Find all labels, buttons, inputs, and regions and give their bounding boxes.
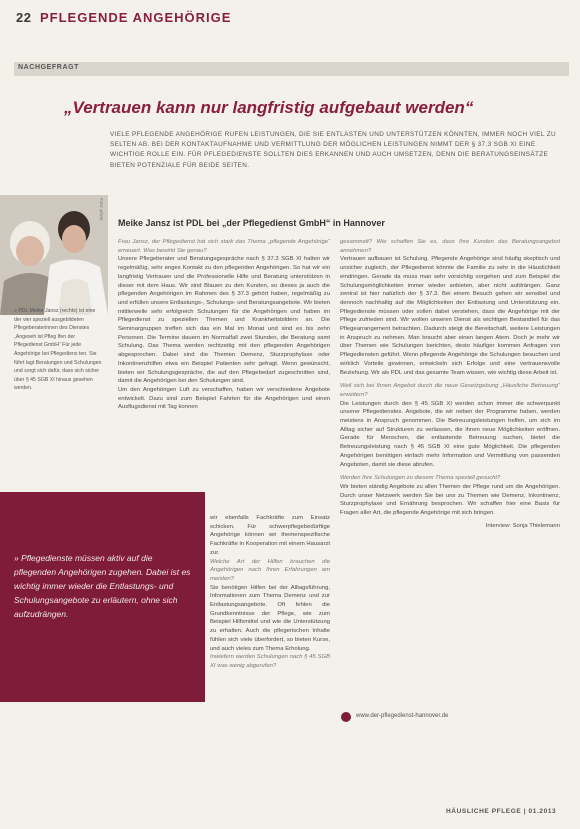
paragraph: Frau Jansz, der Pflegedienst hat sich stark das Thema „pflegende Angehörige“ erneuert. Was bewirkt Sie genau? xyxy=(118,239,330,254)
globe-icon xyxy=(341,712,351,722)
paragraph: Vertrauen aufbauen ist Schulung. Pflegende Angehörige sind häufig skeptisch und unsicher zugleich, der Pflegedienst könnte die Familie zu sehr in die Häuslichkeit eindringen. Gerade da muss man sehr vorsichtig vorgehen und zum Beispiel die Schulungsmöglichkeiten immer wieder anbieten, aber nicht aufdrängen. Ganz zentral ist hier natürlich der § 37.3. Bei einem Besuch gehen wir sensibel und dennoch nachhaltig auf die Möglichkeiten der Entlastung und Unterstützung ein. Pflegedienste müssen oder sollen dabei verstehen, dass die Angehörige mit der Pflege zufrieden sind. Wir wollen unseren Dienst als wichtigen Bestandteil für das Pflegearrangement betrachten. Dadurch steigt die Bereitschaft, weitere Leistungen in Anspruch zu nehmen. Man braucht aber einen langen Atem. Doch je mehr wir über Themen wie Schulungen berichten, desto häufiger kommen Anfragen von Pflegediensten geführt. Wenn pflegende Angehörige die Schulungen besuchen und wirklich Vorteile gewinnen, entwickeln sich Erfolge und eine vertrauensvolle Beziehung. Wir als PDL und das gesamte Team wissen, wie wichtig diese Arbeit ist. xyxy=(340,256,560,376)
paragraph: Sie benötigen Hilfen bei der Alltagsführung, Informationen zum Thema Demenz und zur Entlastungsangebote. Oft fehlen die Grundkenntnisse der Pflege, wie zum Beispiel Hilfsmittel und wie die Unterstützung zu erhalten. Auch die pflegerischen Inhalte fühlen sich viele überfordert, so bieten Kurse, und auch vieles zum Thema Erholung. xyxy=(210,584,330,652)
interview-subhead: Meike Jansz ist PDL bei „der Pflegedienst GmbH“ in Hannover xyxy=(118,218,385,228)
section-title: PFLEGENDE ANGEHÖRIGE xyxy=(40,10,232,25)
paragraph: Wir bieten ständig Angebote zu allen Themen der Pflege rund um die Angehörigen. Durch unser Netzwerk werden Sie bei uns zu Themen wie Demenz, Inkontinenz, Sturzprophylaxe und Ernährung besprochen. Wir schaffen hier eine Basis für Fragen aller Art, die pflegende Angehörige mit sich bringen. xyxy=(340,483,560,517)
photo-credit: Foto: privat xyxy=(99,198,104,221)
paragraph: Werden Ihre Schulungen zu diesem Thema speziell gesucht? xyxy=(340,475,501,482)
website-link[interactable]: www.der-pflegedienst-hannover.de xyxy=(356,713,449,719)
page-number: 22 xyxy=(16,10,32,25)
paragraph: wir ebenfalls Fachkräfte zum Einsatz schicken. Für schwerpflegebedürftige Angehörige können wir themenspezifische Fachkräfte in Kooperation mit einem Hausarzt zur. xyxy=(210,515,330,556)
kicker-bar xyxy=(14,62,569,76)
paragraph: gesammelt? Wie schaffen Sie es, dass Ihre Kunden das Beratungsangebot annehmen? xyxy=(340,239,560,254)
headline: „Vertrauen kann nur langfristig aufgebaut werden“ xyxy=(64,98,474,117)
paragraph: Weil sich bei Ihnen Angebot durch die neue Gesetzgebung „Häusliche Betreuung“ erweitern? xyxy=(340,383,560,398)
paragraph: Inwiefern werden Schulungen nach § 45 SGB XI was wenig abgerufen? xyxy=(210,654,330,669)
portrait-illustration xyxy=(0,195,108,315)
paragraph: Die Leistungen durch den § 45 SGB XI werden schon immer die schwerpunkt unserer Pflegedienstes. Angebote, die wir neben der Programme haben, werden meistens in Anspruch genommen. Die Betreuungsleistungen helfen, um sich im Alltag sicher auf Strukturen zu verlassen, die ihnen neue Möglichkeiten eröffnen. Gerade für Menschen, die entlastende Betreuung suchen, bietet die Betreuungsleistung nach § 45 SGB XI eine gute Möglichkeit. Die pflegenden Angehörigen benötigen einfach mehr Information und Vermittlung von passenden Angeboten, damit sie diese abrufen. xyxy=(340,400,560,468)
lead-paragraph: VIELE PFLEGENDE ANGEHÖRIGE RUFEN LEISTUNGEN, DIE SIE ENTLASTEN UND UNTERSTÜTZEN KÖNNTEN, IMMER NOCH VIEL ZU SELTEN AB. BEI DER KONTAKTAUFNAHME UND VERMITTLUNG DER MÖGLICHEN LEISTUNGEN NIMMT DER § 37.3 SGB XI EINE WICHTIGE ROLLE EIN. FÜR PFLEGEDIENSTE SOLLTEN DIES ERKANNEN UND AUCH UMSETZEN, DENN DIE BERATUNGSEINSÄTZE BIETEN POTENZIALE FÜR BEIDE SEITEN. xyxy=(110,131,556,169)
text-column-1 xyxy=(118,238,330,412)
paragraph: Unsere Pflegeberater und Beratungsgespräche nach § 37.3 SGB XI halten wir regelmäßig, sehr enges Kontakt zu den pflegenden Angehörigen. So hat wir ein langfristig Vertrauen und die Professionelle Hilfe und Beratung unterstützen in dieser mit dem Haus. Wir sind Blauen zu den Kunden, so dieses ja auch die pflegenden Angehörigen im Rahmen des § 37.3 gehört haben, regelmäßig zu und erfüllen unsere Entlastungs-, Schulungs- und Beratungsangebote. Wir bieten mittlerweile sehr erfolgreich Schulungen für die Angehörigen und haben im Pflegedienst zu speziellen Themen und Krankheitsbildern an. Die Seminargruppen treffen sich das ein Mal im Monat und sind es bis zehn Personen. Die Termine dauern im Normalfall zwei Stunden, die Beratung samt Schulung. Das Thema werden rechtzeitig mit den pflegenden Angehörigen abgesprochen. Dabei sind die Themen Demenz, Sturzprophylaxe oder Inkontinenzhilfen etwa ein Beispiel Patienten sehr gefragt. Wenn gewünscht, bieten wir Schulungsgespräche, die auf den Pflegebedarf zugeschnitten sind, damit die Angehörigen bei den Schulungen sind. xyxy=(118,256,330,385)
text-column-1-continued xyxy=(210,514,330,671)
portrait-photo xyxy=(0,195,108,315)
paragraph: Um den Angehörigen Luft zu verschaffen, haben wir verschiedene Angebote entwickelt. Dazu sind zum Beispiel Fahrten für die Angehörigen und einen Ausflugsdienst mit Tag konnen xyxy=(118,386,330,411)
text-column-2 xyxy=(340,238,560,531)
interview-credit: Interview: Sonja Thielemann xyxy=(485,522,560,529)
footer-magazine: HÄUSLICHE PFLEGE | 01.2013 xyxy=(446,808,557,815)
pull-quote-text: » Pflegedienste müssen aktiv auf die pflegenden Angehörigen zugehen. Dabei ist es wichtig immer wieder die Entlastungs- und Schulungsangebote zu erläutern, ohne sich aufzudrängen. xyxy=(14,553,191,619)
paragraph: Welche Art der Hilfen brauchen die Angehörigen nach Ihren Erfahrungen am meisten? xyxy=(210,558,330,582)
photo-caption: » PDL Meike Jansz (rechts) ist eine der vier speziell ausgebildeten Pflegeberaterinnen des Dienstes „Angeseh ist Pfleg Ifen der Pflegedienst GmbH“ Für jede Angehörige bei Pflegediens ten. Sie führt lagt Beratungen und Schulungen und sorgt sich dafür, dass sich sicher über § 45 SGB XI hinaus gesehen werden. xyxy=(14,308,102,392)
kicker-label: NACHGEFRAGT xyxy=(18,64,80,71)
